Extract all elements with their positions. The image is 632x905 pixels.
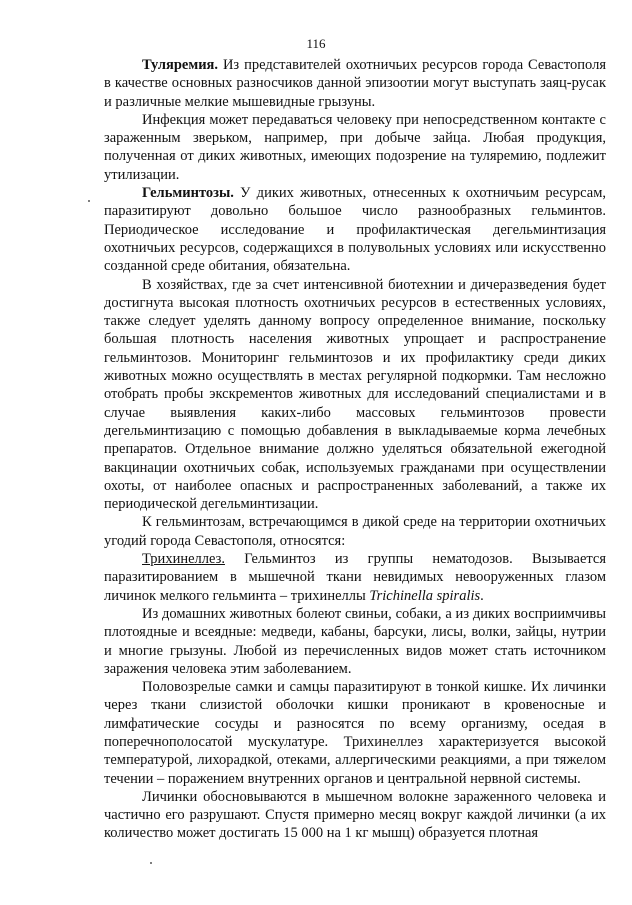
- paragraph-text: Личинки обосновываются в мышечном волокне зараженного человека и частично его разрушают. Спустя примерно месяц вокруг каждой личинки (а их количество может достигать 15 000 на 1 кг мышц) образуется плотная: [104, 788, 606, 842]
- paragraph-lifecycle: [104, 678, 606, 788]
- paragraph-text: К гельминтозам, встречающимся в дикой среде на территории охотничьих угодий города Севастополя, относятся:: [104, 514, 606, 549]
- paragraph-text: .: [480, 587, 484, 604]
- paragraph-text: Из домашних животных болеют свиньи, собаки, а из диких восприимчивы плотоядные и всеядные: медведи, кабаны, барсуки, лисы, волки, зайцы, нутрии и многие грызуны. Любой из перечисленных видов может стать источником заражения человека этим заболеванием.: [104, 605, 606, 677]
- paragraph-text: Из представителей охотничьих ресурсов города Севастополя в качестве основных разносчиков данной эпизоотии могут выступать заяц-русак и различные мелкие мышевидные грызуны.: [104, 57, 606, 110]
- paragraph-tularemia: [104, 56, 606, 111]
- heading-tularemia: Туляремия.: [142, 57, 219, 73]
- species-name: Trichinella spiralis: [369, 587, 481, 604]
- paragraph-text: Половозрелые самки и самцы паразитируют в тонкой кишке. Их личинки через ткани слизистой оболочки кишки проникают в кровеносные и лимфатические сосуды и разносятся по всему организму, оседая в поперечнополосатой мускулатуре. Трихинеллез характеризуется высокой температурой, лихорадкой, отеками, аллергическими реакциями, а при тяжелом течении – поражением внутренних органов и центральной нервной системы.: [104, 679, 606, 787]
- paragraph-text: Инфекция может передаваться человеку при непосредственном контакте с зараженным зверьком, например, при добыче зайца. Любая продукция, полученная от диких животных, имеющих подозрение на туляремию, подлежит утилизации.: [104, 111, 606, 183]
- heading-helminthiases: Гельминтозы.: [142, 185, 234, 202]
- paragraph-farms: [104, 276, 606, 514]
- scan-speck: [88, 200, 90, 202]
- paragraph-text: В хозяйствах, где за счет интенсивной биотехнии и дичеразведения будет достигнута высокая плотность охотничьих ресурсов в естественных условиях, также следует уделять данному вопросу определенное внимание, поскольку большая плотность населения животных упрощает и распространение гельминтозов. Мониторинг гельминтозов и их профилактику среди диких животных можно осуществлять в местах регулярной подкормки. Там несложно отобрать пробы экскрементов животных для исследований специалистами и в случае выявления каких-либо массовых гельминтозов провести дегельминтизацию с помощью добавления в выкладываемые корма лечебных препаратов. Отдельное внимание должно уделяться обязательной ежегодной вакцинации охотничьих собак, используемых гражданами при осуществлении охоты, от наиболее опасных и распространенных заболеваний, а также их периодической дегельминтизации.: [104, 276, 606, 513]
- paragraph-trichinellosis: [104, 550, 606, 605]
- paragraph-larvae: [104, 788, 606, 843]
- paragraph-list-intro: [104, 513, 606, 550]
- paragraph-helminthiases: [104, 184, 606, 275]
- heading-trichinellosis: Трихинеллез.: [142, 551, 225, 568]
- paragraph-text: Гельминтоз из группы нематодозов. Вызывается паразитированием в мышечной ткани невидимых невооруженных глазом личинок мелкого гельминта – трихинеллы: [104, 551, 606, 604]
- paragraph-infection: [104, 111, 606, 184]
- body-text: [104, 56, 606, 843]
- scan-speck: [150, 862, 152, 864]
- paragraph-text: У диких животных, отнесенных к охотничьим ресурсам, паразитируют довольно большое число разнообразных гельминтов. Периодическое исследование и профилактическая дегельминтизация охотничьих ресурсов, содержащихся в полувольных условиях или искусственно созданной среде обитания, обязательна.: [104, 185, 606, 275]
- page-number: 116: [306, 36, 326, 51]
- paragraph-hosts: [104, 605, 606, 678]
